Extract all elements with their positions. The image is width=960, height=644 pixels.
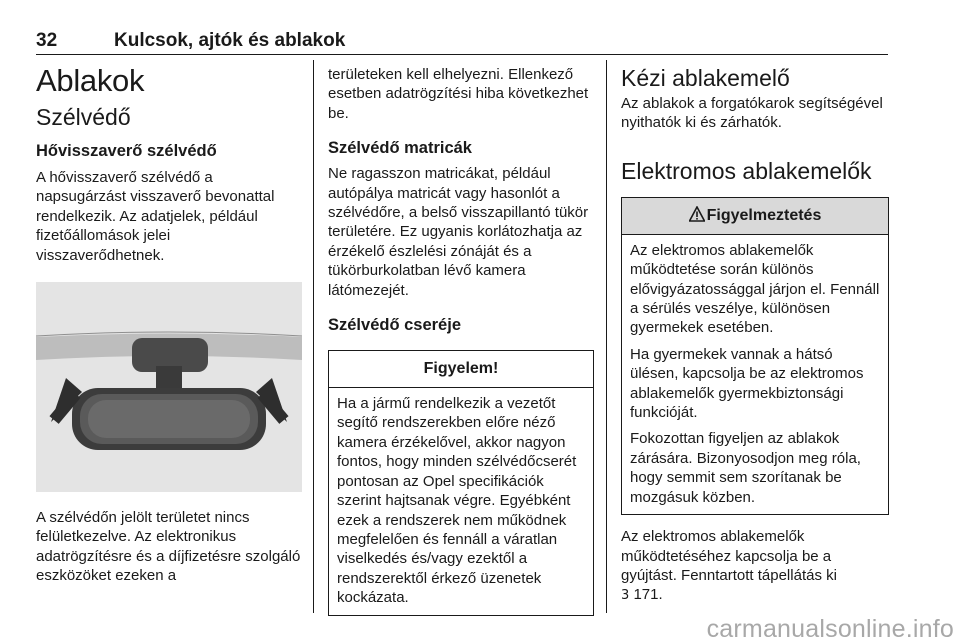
warning-title: Figyelmeztetés [706,206,822,224]
paragraph-manual-windows: Az ablakok a forgatókarok segítségével nyithatók ki és zárhatók. [621,95,883,132]
page-reference-arrow-icon[interactable]: 3 [621,588,630,604]
page-reference[interactable]: 171. [633,586,663,604]
caution-text: Ha a jármű rendelkezik a vezetőt segítő rendszerekben előre néző kamera érzékelővel, akkor nagyon fontos, hogy minden szélvédőcserét pontosan az Opel specifikációk szerint hajtsanak végre. Egyébként ezek a rendszerek nem működnek megfelelően és fennáll a váratlan viselkedés és/vagy ezektől a rendszerektől érkező üzenetek kockázata. [337,395,577,607]
caution-title: Figyelem! [329,351,593,388]
heading-power-windows: Elektromos ablakemelők [621,157,872,184]
windscreen-mirror-photo [36,282,302,492]
page-number: 32 [36,30,58,51]
warning-triangle-icon [689,206,705,222]
heading-heat-reflective-windscreen: Hővisszaverő szélvédő [36,142,217,160]
warning-header [622,198,888,235]
paragraph-marked-area: A szélvédőn jelölt területet nincs felületkezelve. Az elektronikus adatrögzítésre és a díjfizetésre szolgáló eszközöket ezeken a [36,509,301,585]
paragraph-power-windows-operation: Az elektromos ablakemelők működtetéséhez kapcsolja be a gyújtást. Fenntartott tápellátás ki 3 171. [621,528,837,604]
chapter-title: Kulcsok, ajtók és ablakok [114,30,346,51]
column-middle [328,60,594,616]
warning-paragraph-2: Ha gyermekek vannak a hátsó ülésen, kapcsolja be az elektromos ablakemelők gyermekbiztonsági funkcióját. [630,345,864,422]
warning-paragraph-1: Az elektromos ablakemelők működtetése során különös elővigyázatossággal járjon el. Fennáll a sérülés veszélye, különösen gyermekek esetében. [630,241,880,337]
warning-box [621,197,889,515]
column-divider [606,60,607,613]
column-left [36,60,302,586]
mirror-illustration [36,282,302,492]
column-right [621,60,889,606]
heading-windscreen-replacement: Szélvédő cseréje [328,316,461,335]
warning-paragraph-3: Fokozottan figyeljen az ablakok zárására. Bizonyosodjon meg róla, hogy semmit sem szorítanak be mozgásuk közben. [630,430,861,506]
paragraph-continued: területeken kell elhelyezni. Ellenkező esetben adatrögzítési hiba következhet be. [328,66,589,122]
watermark: carmanualsonline.info [706,615,954,643]
heading-windscreen-stickers: Szélvédő matricák [328,139,472,158]
caution-box [328,350,594,615]
heading-manual-windows: Kézi ablakemelő [621,65,790,91]
paragraph-stickers: Ne ragasszon matricákat, például autópálya matricát vagy hasonlót a szélvédőre, a belső visszapillantó tükör területére. Ez ugyanis korlátozhatja az érzékelő észlelési zónáját és a tükörburkolatban lévő kamera látómezejét. [328,165,589,299]
column-divider [313,60,314,613]
page-header [36,30,888,55]
section-heading-windows: Ablakok [36,63,145,98]
paragraph-heat-reflective: A hővisszaverő szélvédő a napsugárzást visszaverő bevonattal rendelkezik. Az adatjelek, például fizetőállomások jelei visszaverődhetnek. [36,169,275,264]
subsection-heading-windscreen: Szélvédő [36,104,131,130]
